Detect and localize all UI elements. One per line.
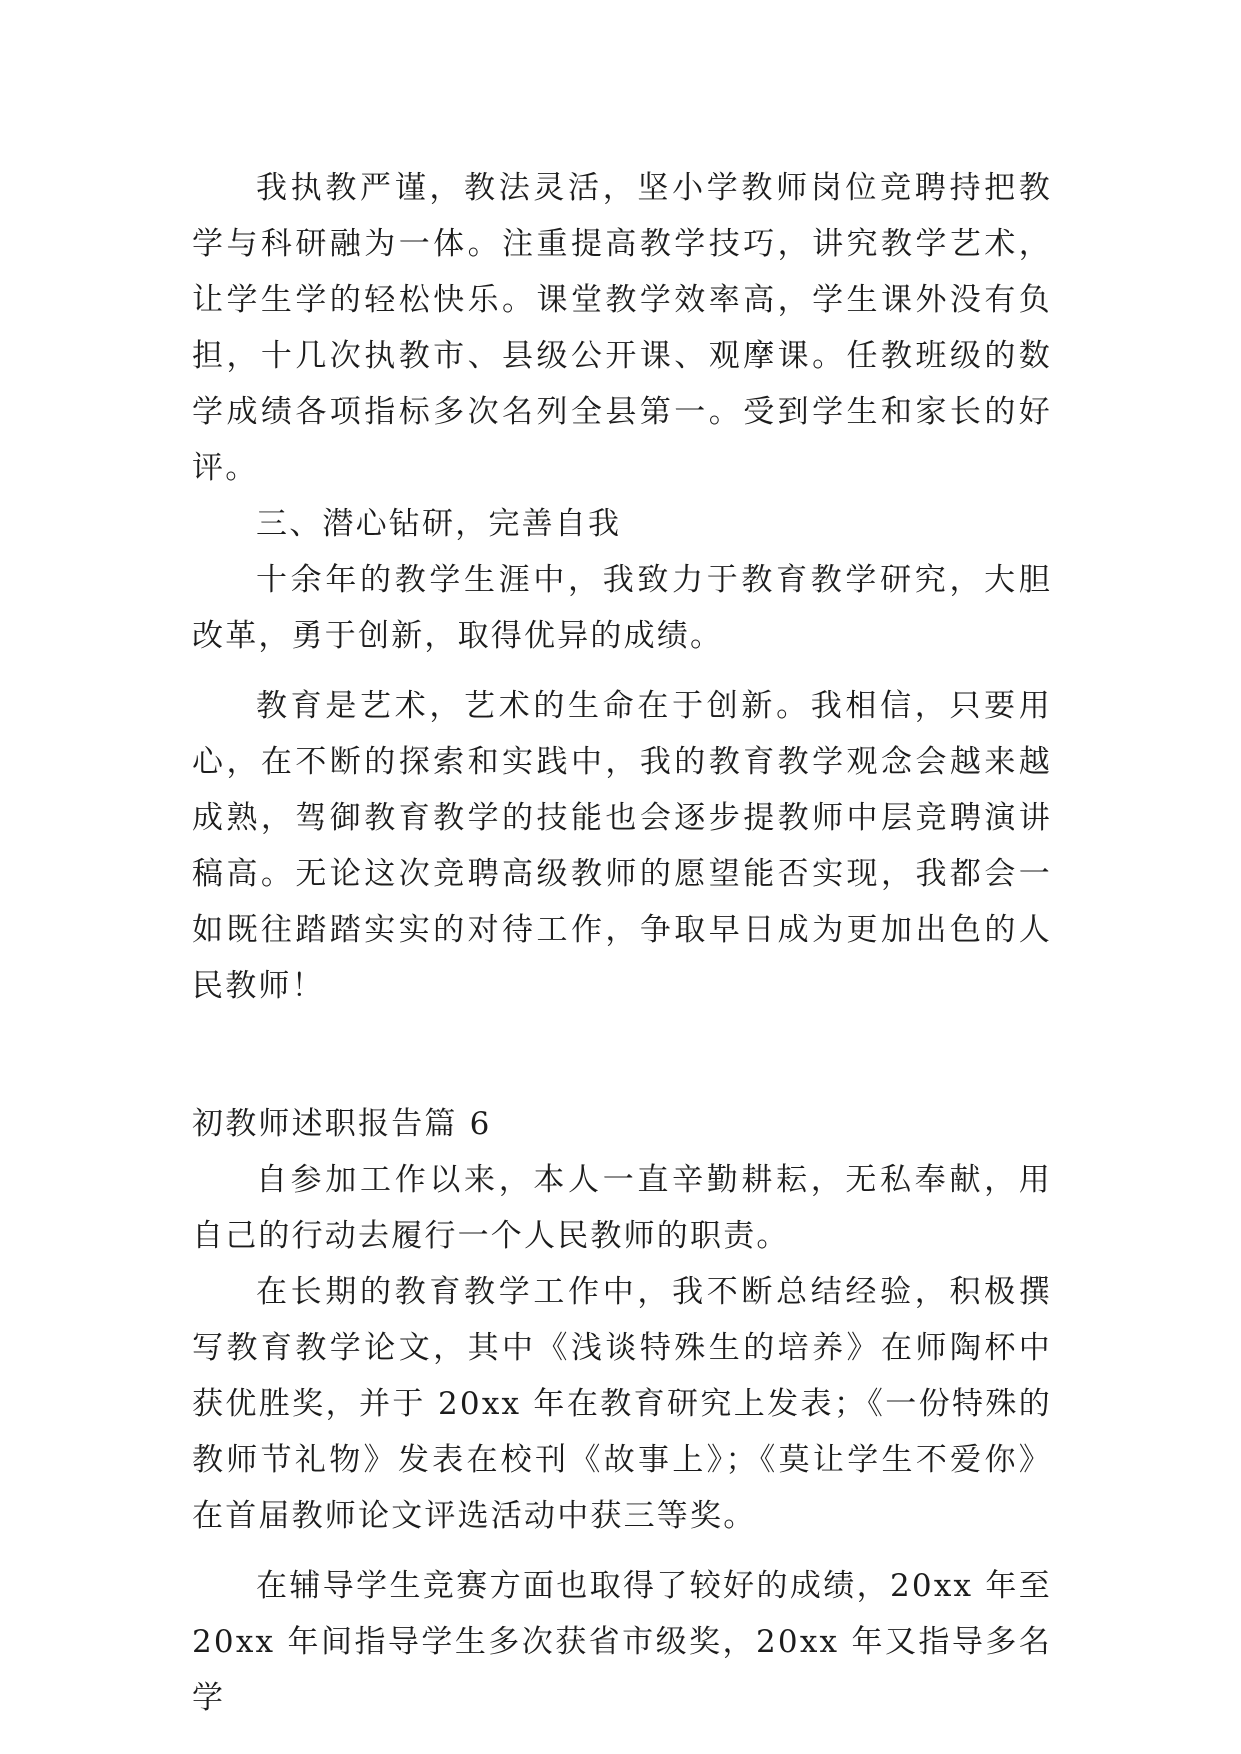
paragraph-competitions: 在辅导学生竞赛方面也取得了较好的成绩，20xx 年至 20xx 年间指导学生多次获省市级奖，20xx 年又指导多名学 [192,1568,1052,1716]
section-heading: 三、潜心钻研，完善自我 [256,506,622,542]
paragraph-research: 十余年的教学生涯中，我致力于教育教学研究，大胆改革，勇于创新，取得优异的成绩。 [192,562,1052,654]
paragraph-papers: 在长期的教育教学工作中，我不断总结经验，积极撰写教育教学论文，其中《浅谈特殊生的培养》在师陶杯中获优胜奖，并于 20xx 年在教育研究上发表；《一份特殊的教师节礼物》发表在校刊《故事上》；《莫让学生不爱你》在首届教师论文评选活动中获三等奖。 [192,1274,1052,1534]
paragraph-dedication: 自参加工作以来，本人一直辛勤耕耘，无私奉献，用自己的行动去履行一个人民教师的职责。 [192,1162,1052,1254]
chapter-title: 初教师述职报告篇 6 [192,1106,492,1142]
paragraph-teaching-style: 我执教严谨，教法灵活，坚小学教师岗位竞聘持把教学与科研融为一体。注重提高教学技巧，讲究教学艺术，让学生学的轻松快乐。课堂教学效率高，学生课外没有负担，十几次执教市、县级公开课、观摩课。任教班级的数学成绩各项指标多次名列全县第一。受到学生和家长的好评。 [192,170,1052,486]
paragraph-innovation: 教育是艺术，艺术的生命在于创新。我相信，只要用心，在不断的探索和实践中，我的教育教学观念会越来越成熟，驾御教育教学的技能也会逐步提教师中层竞聘演讲稿高。无论这次竞聘高级教师的愿望能否实现，我都会一如既往踏踏实实的对待工作，争取早日成为更加出色的人民教师！ [192,688,1052,1004]
document-body [192,160,1052,1726]
